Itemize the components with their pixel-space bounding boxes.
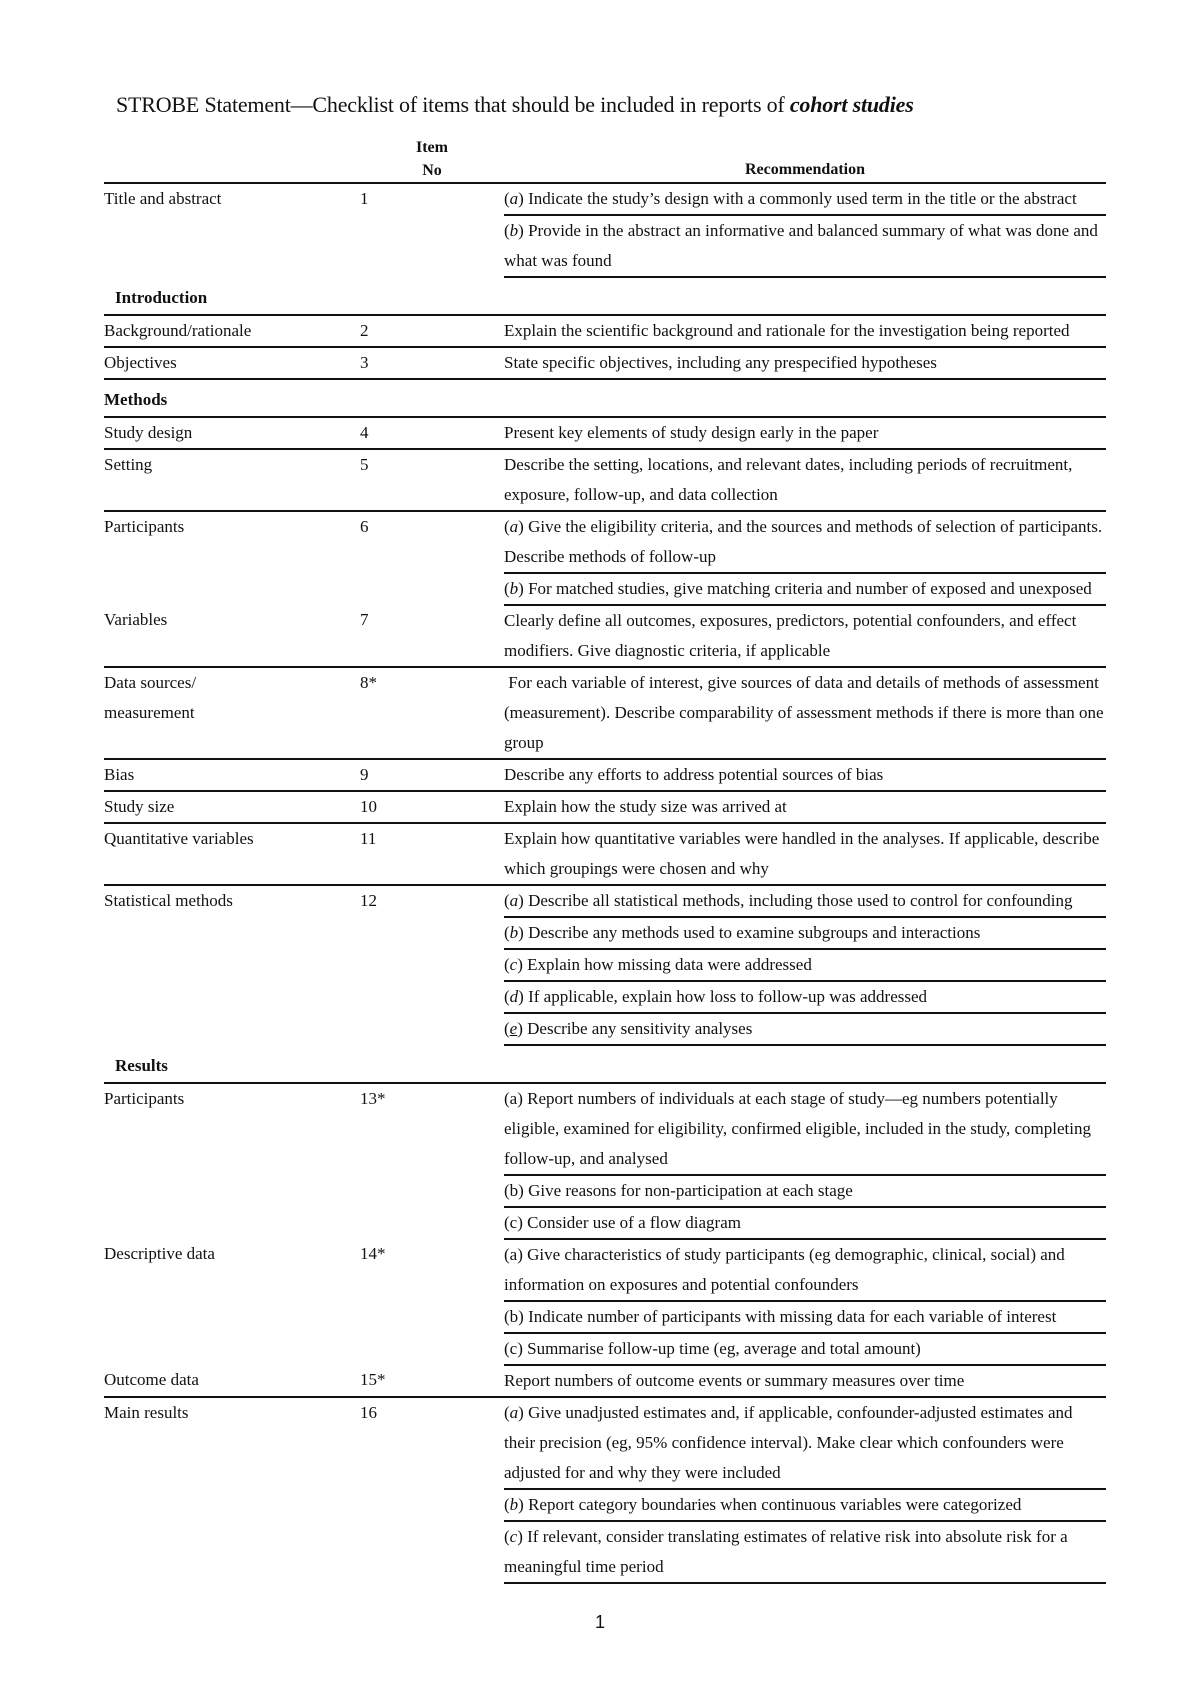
topic-cell: Bias (104, 759, 360, 791)
item-number: 13* (360, 1089, 386, 1108)
table-row (104, 1239, 1106, 1301)
recommendation-cell: (b) Describe any methods used to examine subgroups and interactions (504, 917, 1106, 949)
topic-line: measurement (104, 703, 195, 722)
topic-cell: Statistical methods (104, 891, 233, 910)
section-row (104, 1045, 1106, 1083)
item-mark: b (509, 1495, 519, 1514)
topic-cell: Objectives (104, 347, 360, 379)
recommendation-cell: (b) For matched studies, give matching criteria and number of exposed and unexposed (504, 573, 1106, 605)
item-number: 6 (360, 517, 369, 536)
table-row (104, 417, 1106, 449)
table-row (104, 315, 1106, 347)
recommendation-cell: Clearly define all outcomes, exposures, predictors, potential confounders, and effect modifiers. Give diagnostic criteria, if applicable (504, 605, 1106, 667)
header-item-line2: No (422, 162, 442, 179)
recommendation-cell: Explain how the study size was arrived at (504, 791, 1106, 823)
topic-cell: Participants (104, 1089, 185, 1108)
item-number: 7 (360, 605, 504, 667)
table-header (104, 134, 1106, 183)
topic-cell: Participants (104, 517, 185, 536)
title-prefix: STROBE Statement—Checklist of items that should be included in reports of (116, 92, 790, 117)
section-heading-introduction: Introduction (104, 277, 1106, 315)
header-item-no (360, 134, 504, 183)
topic-cell: Study size (104, 791, 360, 823)
item-mark: c (509, 1527, 518, 1546)
recommendation-text: If relevant, consider translating estimates of relative risk into absolute risk for a meaningful time period (504, 1527, 1068, 1576)
recommendation-cell: (a) Describe all statistical methods, including those used to control for confounding (504, 891, 1073, 910)
checklist-table (104, 134, 1106, 1584)
recommendation-cell: (b) Report category boundaries when continuous variables were categorized (504, 1489, 1106, 1521)
table-row (104, 605, 1106, 667)
recommendation-cell: Explain how quantitative variables were handled in the analyses. If applicable, describe which groupings were chosen and why (504, 823, 1106, 885)
item-mark: b (509, 923, 519, 942)
item-number: 5 (360, 449, 504, 511)
topic-cell: Variables (104, 605, 360, 667)
topic-cell: Study design (104, 417, 360, 449)
item-number: 9 (360, 759, 504, 791)
recommendation-cell: (a) Give unadjusted estimates and, if applicable, confounder-adjusted estimates and their precision (eg, 95% confidence interval). Make clear which confounders were adjusted for and why they were included (504, 1403, 1073, 1482)
recommendation-cell: For each variable of interest, give sources of data and details of methods of assessment (measurement). Describe comparability of assessment methods if there is more than one group (504, 667, 1106, 759)
page-number: 1 (594, 1612, 605, 1632)
recommendation-text: Indicate the study’s design with a commonly used term in the title or the abstract (523, 189, 1077, 208)
header-topic (104, 134, 360, 183)
recommendation-cell: Report numbers of outcome events or summary measures over time (504, 1365, 1106, 1397)
item-number: 8* (360, 667, 504, 759)
recommendation-cell: (c) If relevant, consider translating estimates of relative risk into absolute risk for a meaningful time period (504, 1521, 1106, 1583)
header-recommendation: Recommendation (745, 161, 865, 178)
item-mark: a (509, 189, 519, 208)
header-item-line1: Item (416, 139, 448, 156)
item-mark: d (509, 987, 519, 1006)
table-row (104, 183, 1106, 215)
topic-cell: Outcome data (104, 1365, 360, 1397)
recommendation-text: Describe any methods used to examine subgroups and interactions (523, 923, 981, 942)
item-number: 11 (360, 823, 504, 885)
recommendation-cell: (d) If applicable, explain how loss to follow-up was addressed (504, 981, 1106, 1013)
table-row (104, 511, 1106, 573)
recommendation-cell: (e) Describe any sensitivity analyses (504, 1013, 1106, 1045)
table-row (104, 1365, 1106, 1397)
recommendation-cell: (a) Give characteristics of study participants (eg demographic, clinical, social) and information on exposures and potential confounders (504, 1245, 1065, 1294)
table-row (104, 759, 1106, 791)
topic-cell: Quantitative variables (104, 823, 360, 885)
item-mark: e (509, 1019, 518, 1038)
recommendation-cell: (a) Indicate the study’s design with a commonly used term in the title or the abstract (504, 189, 1077, 208)
item-number: 4 (360, 417, 504, 449)
table-row (104, 823, 1106, 885)
topic-cell: Background/rationale (104, 315, 360, 347)
item-mark: b (509, 221, 519, 240)
item-number: 14* (360, 1244, 386, 1263)
table-row (104, 1083, 1106, 1175)
recommendation-cell: Describe the setting, locations, and relevant dates, including periods of recruitment, exposure, follow-up, and data collection (504, 449, 1106, 511)
recommendation-text: Give unadjusted estimates and, if applicable, confounder-adjusted estimates and their precision (eg, 95% confidence interval). Make clear which confounders were adjusted for and why they were included (504, 1403, 1073, 1482)
table-row (104, 449, 1106, 511)
item-number: 1 (360, 189, 369, 208)
table-row (104, 347, 1106, 379)
recommendation-cell: (a) Report numbers of individuals at each stage of study—eg numbers potentially eligible, examined for eligibility, confirmed eligible, included in the study, completing follow-up, and analysed (504, 1089, 1091, 1168)
item-mark: c (509, 955, 518, 974)
recommendation-cell: Present key elements of study design early in the paper (504, 417, 1106, 449)
item-number: 10 (360, 791, 504, 823)
title-emphasis: cohort studies (789, 92, 914, 117)
recommendation-text: Explain how missing data were addressed (522, 955, 812, 974)
recommendation-cell: (c) Consider use of a flow diagram (504, 1207, 1106, 1239)
item-mark: a (509, 1403, 519, 1422)
recommendation-text: Provide in the abstract an informative and balanced summary of what was done and what was found (504, 221, 1098, 270)
item-number: 15* (360, 1365, 504, 1397)
recommendation-text: Describe any sensitivity analyses (522, 1019, 753, 1038)
item-mark: a (509, 517, 519, 536)
recommendation-cell: Explain the scientific background and rationale for the investigation being reported (504, 315, 1106, 347)
recommendation-text: If applicable, explain how loss to follow-up was addressed (523, 987, 928, 1006)
recommendation-cell: (b) Provide in the abstract an informative and balanced summary of what was done and what was found (504, 215, 1106, 277)
topic-cell: Title and abstract (104, 189, 222, 208)
recommendation-text: For matched studies, give matching criteria and number of exposed and unexposed (523, 579, 1092, 598)
table-row (104, 791, 1106, 823)
page-title (116, 92, 1116, 118)
topic-cell: Main results (104, 1403, 189, 1422)
recommendation-text: Give the eligibility criteria, and the sources and methods of selection of participants. Describe methods of follow-up (504, 517, 1103, 566)
item-number: 3 (360, 347, 504, 379)
section-heading-results: Results (104, 1045, 1106, 1083)
section-row (104, 379, 1106, 417)
recommendation-cell: (b) Indicate number of participants with missing data for each variable of interest (504, 1301, 1106, 1333)
topic-cell (104, 667, 360, 759)
topic-cell: Descriptive data (104, 1244, 215, 1263)
recommendation-text: Report category boundaries when continuous variables were categorized (523, 1495, 1022, 1514)
table-row (104, 1397, 1106, 1489)
section-row (104, 277, 1106, 315)
item-number: 16 (360, 1403, 377, 1422)
topic-cell: Setting (104, 449, 360, 511)
recommendation-cell: (c) Summarise follow-up time (eg, average and total amount) (504, 1333, 1106, 1365)
topic-line: Data sources/ (104, 673, 197, 692)
section-heading-methods: Methods (104, 379, 1106, 417)
recommendation-cell: (b) Give reasons for non-participation at each stage (504, 1175, 1106, 1207)
recommendation-cell: (a) Give the eligibility criteria, and the sources and methods of selection of participants. Describe methods of follow-up (504, 517, 1103, 566)
item-number: 2 (360, 315, 504, 347)
recommendation-cell: (c) Explain how missing data were addressed (504, 949, 1106, 981)
table-row (104, 885, 1106, 917)
item-mark: b (509, 579, 519, 598)
table-row (104, 667, 1106, 759)
recommendation-cell: Describe any efforts to address potential sources of bias (504, 759, 1106, 791)
recommendation-text: Describe all statistical methods, including those used to control for confounding (523, 891, 1073, 910)
recommendation-cell: State specific objectives, including any prespecified hypotheses (504, 347, 1106, 379)
item-mark: a (509, 891, 519, 910)
item-number: 12 (360, 891, 377, 910)
